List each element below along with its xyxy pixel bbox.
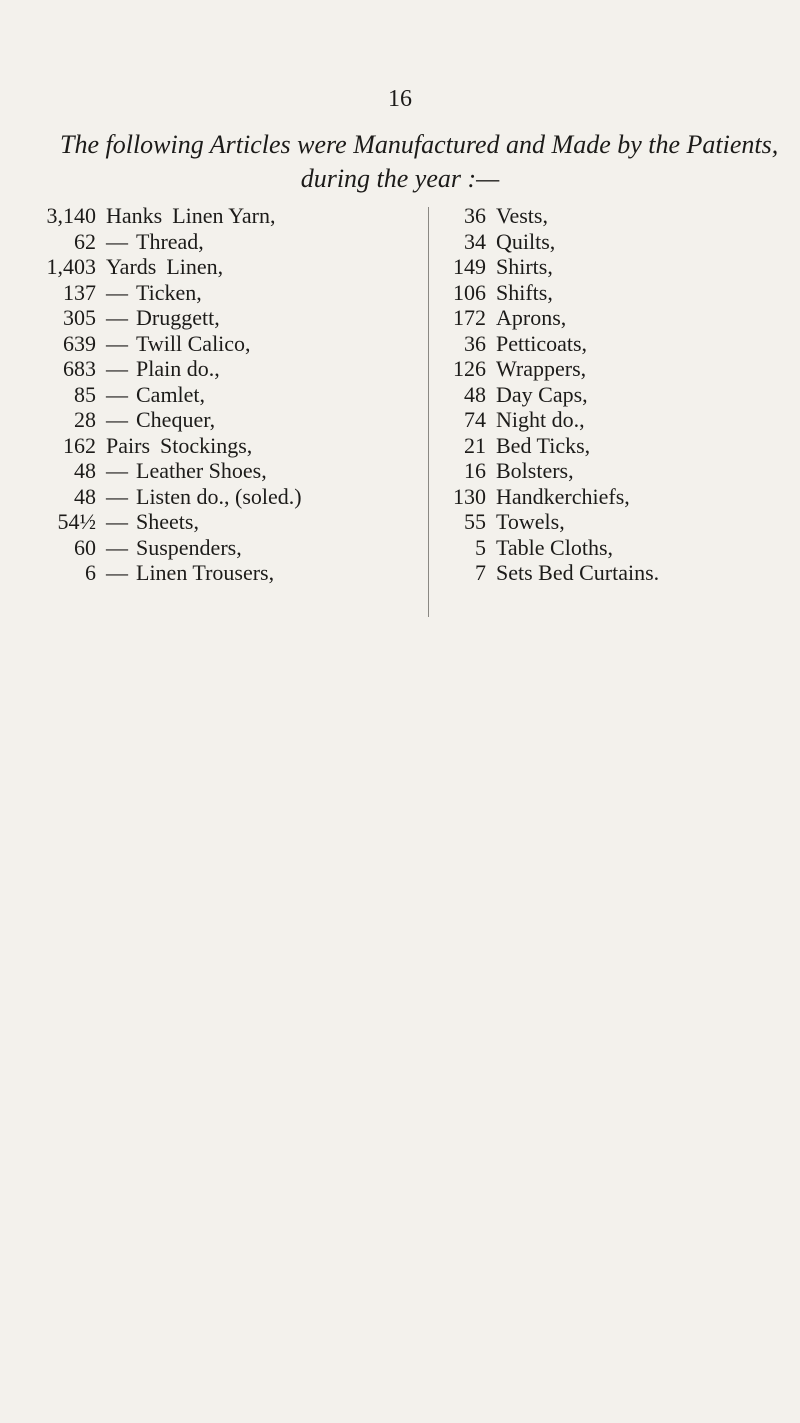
column-divider: [428, 207, 429, 617]
item-quantity: 130: [453, 483, 486, 509]
item-name: Bed Ticks,: [496, 432, 591, 458]
list-item: [440, 203, 785, 229]
item-unit: Yards: [106, 254, 157, 279]
item-name: Plain do.,: [136, 356, 220, 381]
item-quantity: 48: [74, 458, 96, 483]
list-item: [440, 535, 785, 561]
list-item: [440, 458, 785, 484]
item-quantity: 106: [453, 279, 486, 305]
item-quantity: 48: [74, 483, 96, 509]
list-item: [440, 331, 785, 357]
item-unit: —: [106, 381, 128, 407]
item-quantity: 16: [464, 458, 486, 483]
item-quantity: 62: [74, 228, 96, 254]
item-quantity: 36: [464, 203, 486, 228]
item-name: Wrappers,: [496, 356, 587, 381]
item-quantity: 85: [74, 381, 96, 407]
item-unit: —: [106, 509, 128, 534]
item-unit: —: [106, 407, 128, 432]
list-item: [26, 484, 426, 510]
list-item: [26, 560, 426, 586]
item-name: Druggett,: [136, 305, 220, 330]
item-quantity: 162: [63, 432, 96, 458]
list-item: [440, 356, 785, 382]
item-quantity: 683: [63, 356, 96, 381]
list-item: [26, 203, 426, 229]
item-quantity: 1,403: [46, 254, 96, 279]
item-quantity: 126: [453, 356, 486, 381]
item-name: Listen do., (soled.): [136, 483, 302, 509]
list-item: [26, 229, 426, 255]
list-item: [26, 280, 426, 306]
left-article-list: [26, 203, 426, 586]
heading-line-1: The following Articles were Manufactured and Made by the Patients,: [60, 130, 779, 159]
item-name: Day Caps,: [496, 381, 588, 407]
item-name: Towels,: [496, 509, 565, 534]
list-item: [26, 382, 426, 408]
item-name: Sets Bed Curtains.: [496, 560, 660, 585]
item-quantity: 21: [464, 432, 486, 458]
list-item: [26, 305, 426, 331]
item-unit: —: [106, 560, 128, 585]
item-quantity: 172: [453, 305, 486, 330]
item-name: Shirts,: [496, 254, 553, 279]
item-quantity: 149: [453, 254, 486, 279]
item-unit: —: [106, 458, 128, 483]
item-name: Night do.,: [496, 407, 585, 432]
list-item: [26, 458, 426, 484]
list-item: [440, 484, 785, 510]
list-item: [440, 509, 785, 535]
list-item: [26, 535, 426, 561]
item-quantity: 7: [475, 560, 486, 585]
item-unit: —: [106, 330, 128, 356]
heading-line-2: during the year :—: [300, 164, 500, 193]
item-name: Linen Trousers,: [136, 560, 275, 585]
item-name: Sheets,: [136, 509, 199, 534]
item-name: Table Cloths,: [496, 534, 614, 560]
item-unit: —: [106, 534, 128, 560]
item-name: Twill Calico,: [136, 330, 251, 356]
list-item: [26, 433, 426, 459]
item-quantity: 137: [63, 279, 96, 305]
item-quantity: 305: [63, 305, 96, 330]
item-unit: —: [106, 483, 128, 509]
item-name: Linen,: [166, 254, 224, 279]
item-quantity: 3,140: [46, 203, 96, 228]
item-unit: Pairs: [106, 432, 150, 458]
item-quantity: 54½: [57, 509, 96, 534]
item-quantity: 639: [63, 330, 96, 356]
item-quantity: 6: [85, 560, 96, 585]
item-name: Handkerchiefs,: [496, 483, 630, 509]
right-article-list: [440, 203, 785, 586]
list-item: [26, 331, 426, 357]
item-unit: Hanks: [106, 203, 163, 228]
list-item: [440, 433, 785, 459]
list-item: [26, 407, 426, 433]
item-name: Quilts,: [496, 228, 556, 254]
item-quantity: 28: [74, 407, 96, 432]
item-name: Thread,: [136, 228, 204, 254]
item-quantity: 74: [464, 407, 486, 432]
item-name: Bolsters,: [496, 458, 574, 483]
item-unit: —: [106, 279, 128, 305]
list-item: [26, 254, 426, 280]
item-name: Leather Shoes,: [136, 458, 267, 483]
list-item: [440, 382, 785, 408]
page-heading: [60, 128, 800, 196]
item-quantity: 48: [464, 381, 486, 407]
page-number: 16: [388, 86, 412, 112]
item-quantity: 36: [464, 330, 486, 356]
list-item: [440, 254, 785, 280]
item-quantity: 60: [74, 534, 96, 560]
item-name: Petticoats,: [496, 330, 588, 356]
list-item: [440, 280, 785, 306]
item-name: Suspenders,: [136, 534, 242, 560]
item-quantity: 55: [464, 509, 486, 534]
item-name: Vests,: [496, 203, 548, 228]
list-item: [440, 407, 785, 433]
item-name: Camlet,: [136, 381, 206, 407]
item-name: Chequer,: [136, 407, 216, 432]
item-name: Ticken,: [136, 279, 202, 305]
list-item: [440, 229, 785, 255]
item-name: Shifts,: [496, 279, 553, 305]
item-name: Linen Yarn,: [172, 203, 276, 228]
item-quantity: 34: [464, 228, 486, 254]
list-item: [26, 509, 426, 535]
item-unit: —: [106, 356, 128, 381]
list-item: [26, 356, 426, 382]
item-quantity: 5: [475, 534, 486, 560]
item-unit: —: [106, 228, 128, 254]
list-item: [440, 305, 785, 331]
item-unit: —: [106, 305, 128, 330]
item-name: Stockings,: [160, 432, 253, 458]
item-name: Aprons,: [496, 305, 567, 330]
list-item: [440, 560, 785, 586]
